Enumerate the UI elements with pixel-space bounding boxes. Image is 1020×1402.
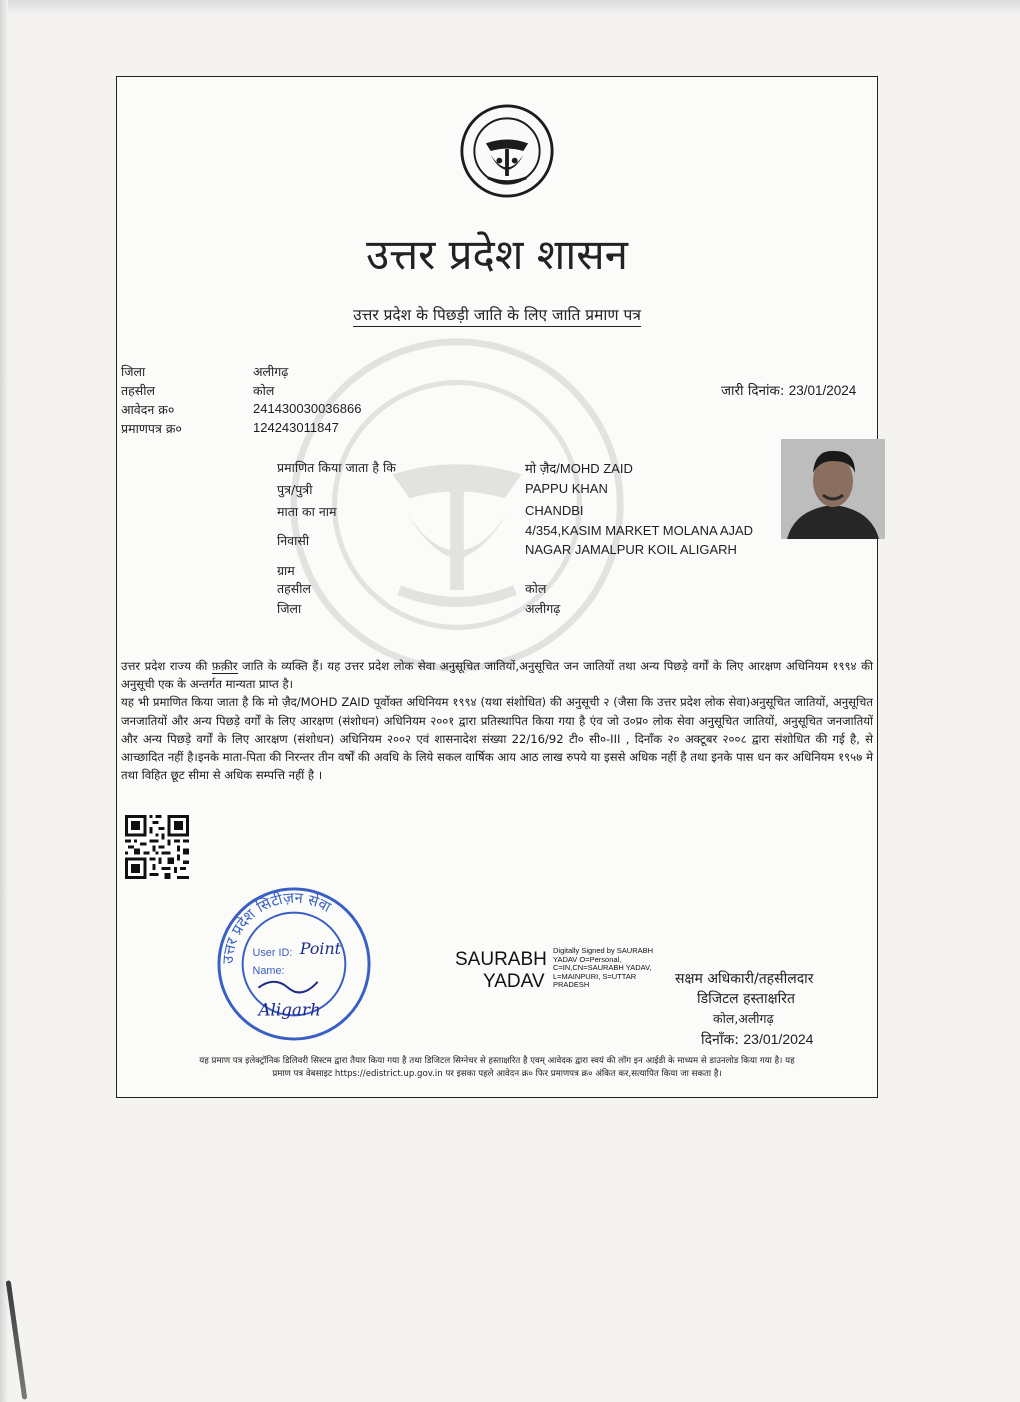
certificate-subtitle: उत्तर प्रदेश के पिछड़ी जाति के लिए जाति प्रमाण पत्र [117, 303, 877, 325]
signature-meta-line: Digitally Signed by SAURABH [553, 946, 654, 955]
certified-label: प्रमाणित किया जाता है कि [277, 460, 396, 475]
applicant-photo [781, 439, 885, 539]
mother-name: CHANDBI [525, 503, 584, 518]
signature-meta-line: C=IN,CN=SAURABH YADAV, [553, 963, 652, 972]
stamp-user-id-label: User ID: [252, 947, 293, 960]
address-line2: NAGAR JAMALPUR KOIL ALIGARH [525, 542, 737, 557]
stamp-handwriting: Aligarh [258, 999, 321, 1020]
meta-application-no-value: 241430030036866 [253, 401, 362, 416]
certificate-title: उत्तर प्रदेश शासन [366, 230, 628, 279]
meta-tehsil-label: तहसील [121, 383, 155, 398]
meta-district-value: अलीगढ़ [253, 364, 289, 379]
officer-title: सक्षम अधिकारी/तहसीलदार [675, 971, 814, 987]
father-name: PAPPU KHAN [525, 481, 608, 496]
stamp-name-label: Name: [252, 964, 285, 977]
signature-meta-line: YADAV O=Personal, [553, 954, 622, 964]
village-label: ग्राम [277, 563, 295, 578]
person-name: मो ज़ैद/MOHD ZAID [525, 461, 633, 476]
signer-name-line1: SAURABH [455, 949, 547, 970]
officer-date-label: दिनाँक: [701, 1032, 739, 1048]
qr-code [125, 815, 189, 879]
body-paragraph-2: यह भी प्रमाणित किया जाता है कि मो ज़ैद/MOHD ZAID पूर्वोक्त अधिनियम १९९४ (यथा संशोधित) की अनुसूची २ (जैसा कि उत्तर प्रदेश लोक सेवा)अनुसूचित जातियों, अनुसूचित जनजातियों और अन्य पिछड़े वर्गों के लिए आरक्षण (संशोधन) अधिनियम २००१ द्वारा प्रतिस्थापित किया गया है एंव जो उ०प्र० लोक सेवा अनुसूचित जातियों, अनुसूचित जनजातियों और अन्य पिछड़े वर्गों के लिए आरक्षण (संशोधन) अधिनियम २००२ एवं शासनादेश संख्या 22/16/92 टी० सी०-III , दिनाँक २० अक्टूबर २००८ द्वारा संशोधित की गई है, से आच्छादित नहीं है।इनके माता-पिता की निरन्तर तीन वर्षों की अवधि के लिये सकल वार्षिक आय आठ लाख रुपये या इससे अधिक नहीं है तथा इनके पास धन कर अधिनियम १९५७ मे तथा विहित छूट सीमा से अधिक सम्पत्ति नहीं है । [121, 695, 873, 783]
person-tehsil-label: तहसील [277, 581, 311, 596]
mother-label: माता का नाम [277, 504, 337, 519]
citizen-service-stamp [215, 885, 373, 1043]
signature-meta-line: PRADESH [553, 980, 590, 989]
stamp-user-id-value: Point [299, 939, 342, 959]
person-district-label: जिला [277, 601, 302, 616]
meta-certificate-no-value: 124243011847 [253, 420, 339, 435]
meta-application-no-label: आवेदन क्र० [121, 402, 175, 417]
issue-date-value: 23/01/2024 [788, 383, 857, 398]
applicant-photo-icon [781, 439, 885, 539]
signer-name-line2: YADAV [483, 971, 545, 992]
officer-place: कोल,अलीगढ़ [713, 1011, 774, 1026]
issue-date [721, 381, 856, 399]
scan-edge-mark [6, 1280, 28, 1400]
up-govt-emblem [459, 103, 555, 199]
person-tehsil-value: कोल [525, 581, 547, 596]
relation-label: पुत्र/पुत्री [277, 482, 313, 497]
meta-certificate-no-label: प्रमाणपत्र क्र० [121, 421, 182, 436]
meta-tehsil-value: कोल [253, 383, 275, 398]
meta-district-label: जिला [121, 364, 146, 379]
officer-digital: डिजिटल हस्ताक्षरित [697, 991, 795, 1007]
address-line1: 4/354,KASIM MARKET MOLANA AJAD [525, 523, 754, 538]
scan-top-edge [0, 0, 1020, 14]
officer-block [675, 969, 814, 1050]
signer-name [455, 949, 547, 993]
footer-line-1: यह प्रमाण पत्र इलेक्ट्रॉनिक डिलिवरी सिस्टम द्वारा तैयार किया गया है तथा डिजिटल सिग्नेचर से हस्ताक्षरित है एवम् आवेदक द्वारा स्वयं की लॉग इन आईडी के माध्यम से डाउनलोड किया गया है। यह [199, 1056, 795, 1066]
certificate-footer [117, 1055, 877, 1080]
certificate-body [121, 657, 873, 784]
stamp-ring-text: उत्तर प्रदेश सिटीज़न सेवा [219, 889, 334, 965]
footer-line-2: प्रमाण पत्र वेबसाइट https://edistrict.up.gov.in पर इसका पहले आवेदन क्र० फिर प्रमाणपत्र क्र० अंकित कर,सत्यापित किया जा सकता है। [272, 1068, 722, 1079]
issue-date-label: जारी दिनांक: [721, 383, 785, 399]
certificate-document [116, 76, 878, 1098]
person-district-value: अलीगढ़ [525, 601, 561, 616]
signature-meta-line: L=MAINPURI, S=UTTAR [553, 971, 637, 981]
signature-meta [553, 947, 663, 990]
scan-left-edge [0, 0, 8, 1402]
body-paragraph-1: उत्तर प्रदेश राज्य की फ़क़ीर जाति के व्यक्ति हैं। यह उत्तर प्रदेश लोक सेवा अनुसूचित जातियों,अनुसूचित जन जातियों तथा अन्य पिछड़े वर्गों के लिए आरक्षण अधिनियम १९९४ की अनुसूची एक के अन्तर्गत मान्यता प्राप्त है। [121, 659, 874, 692]
officer-date [675, 1029, 814, 1050]
caste-name: फ़क़ीर [211, 659, 238, 673]
stamp-signature-scribble [258, 982, 317, 993]
resident-label: निवासी [277, 533, 310, 548]
officer-date-value: 23/01/2024 [743, 1031, 814, 1047]
